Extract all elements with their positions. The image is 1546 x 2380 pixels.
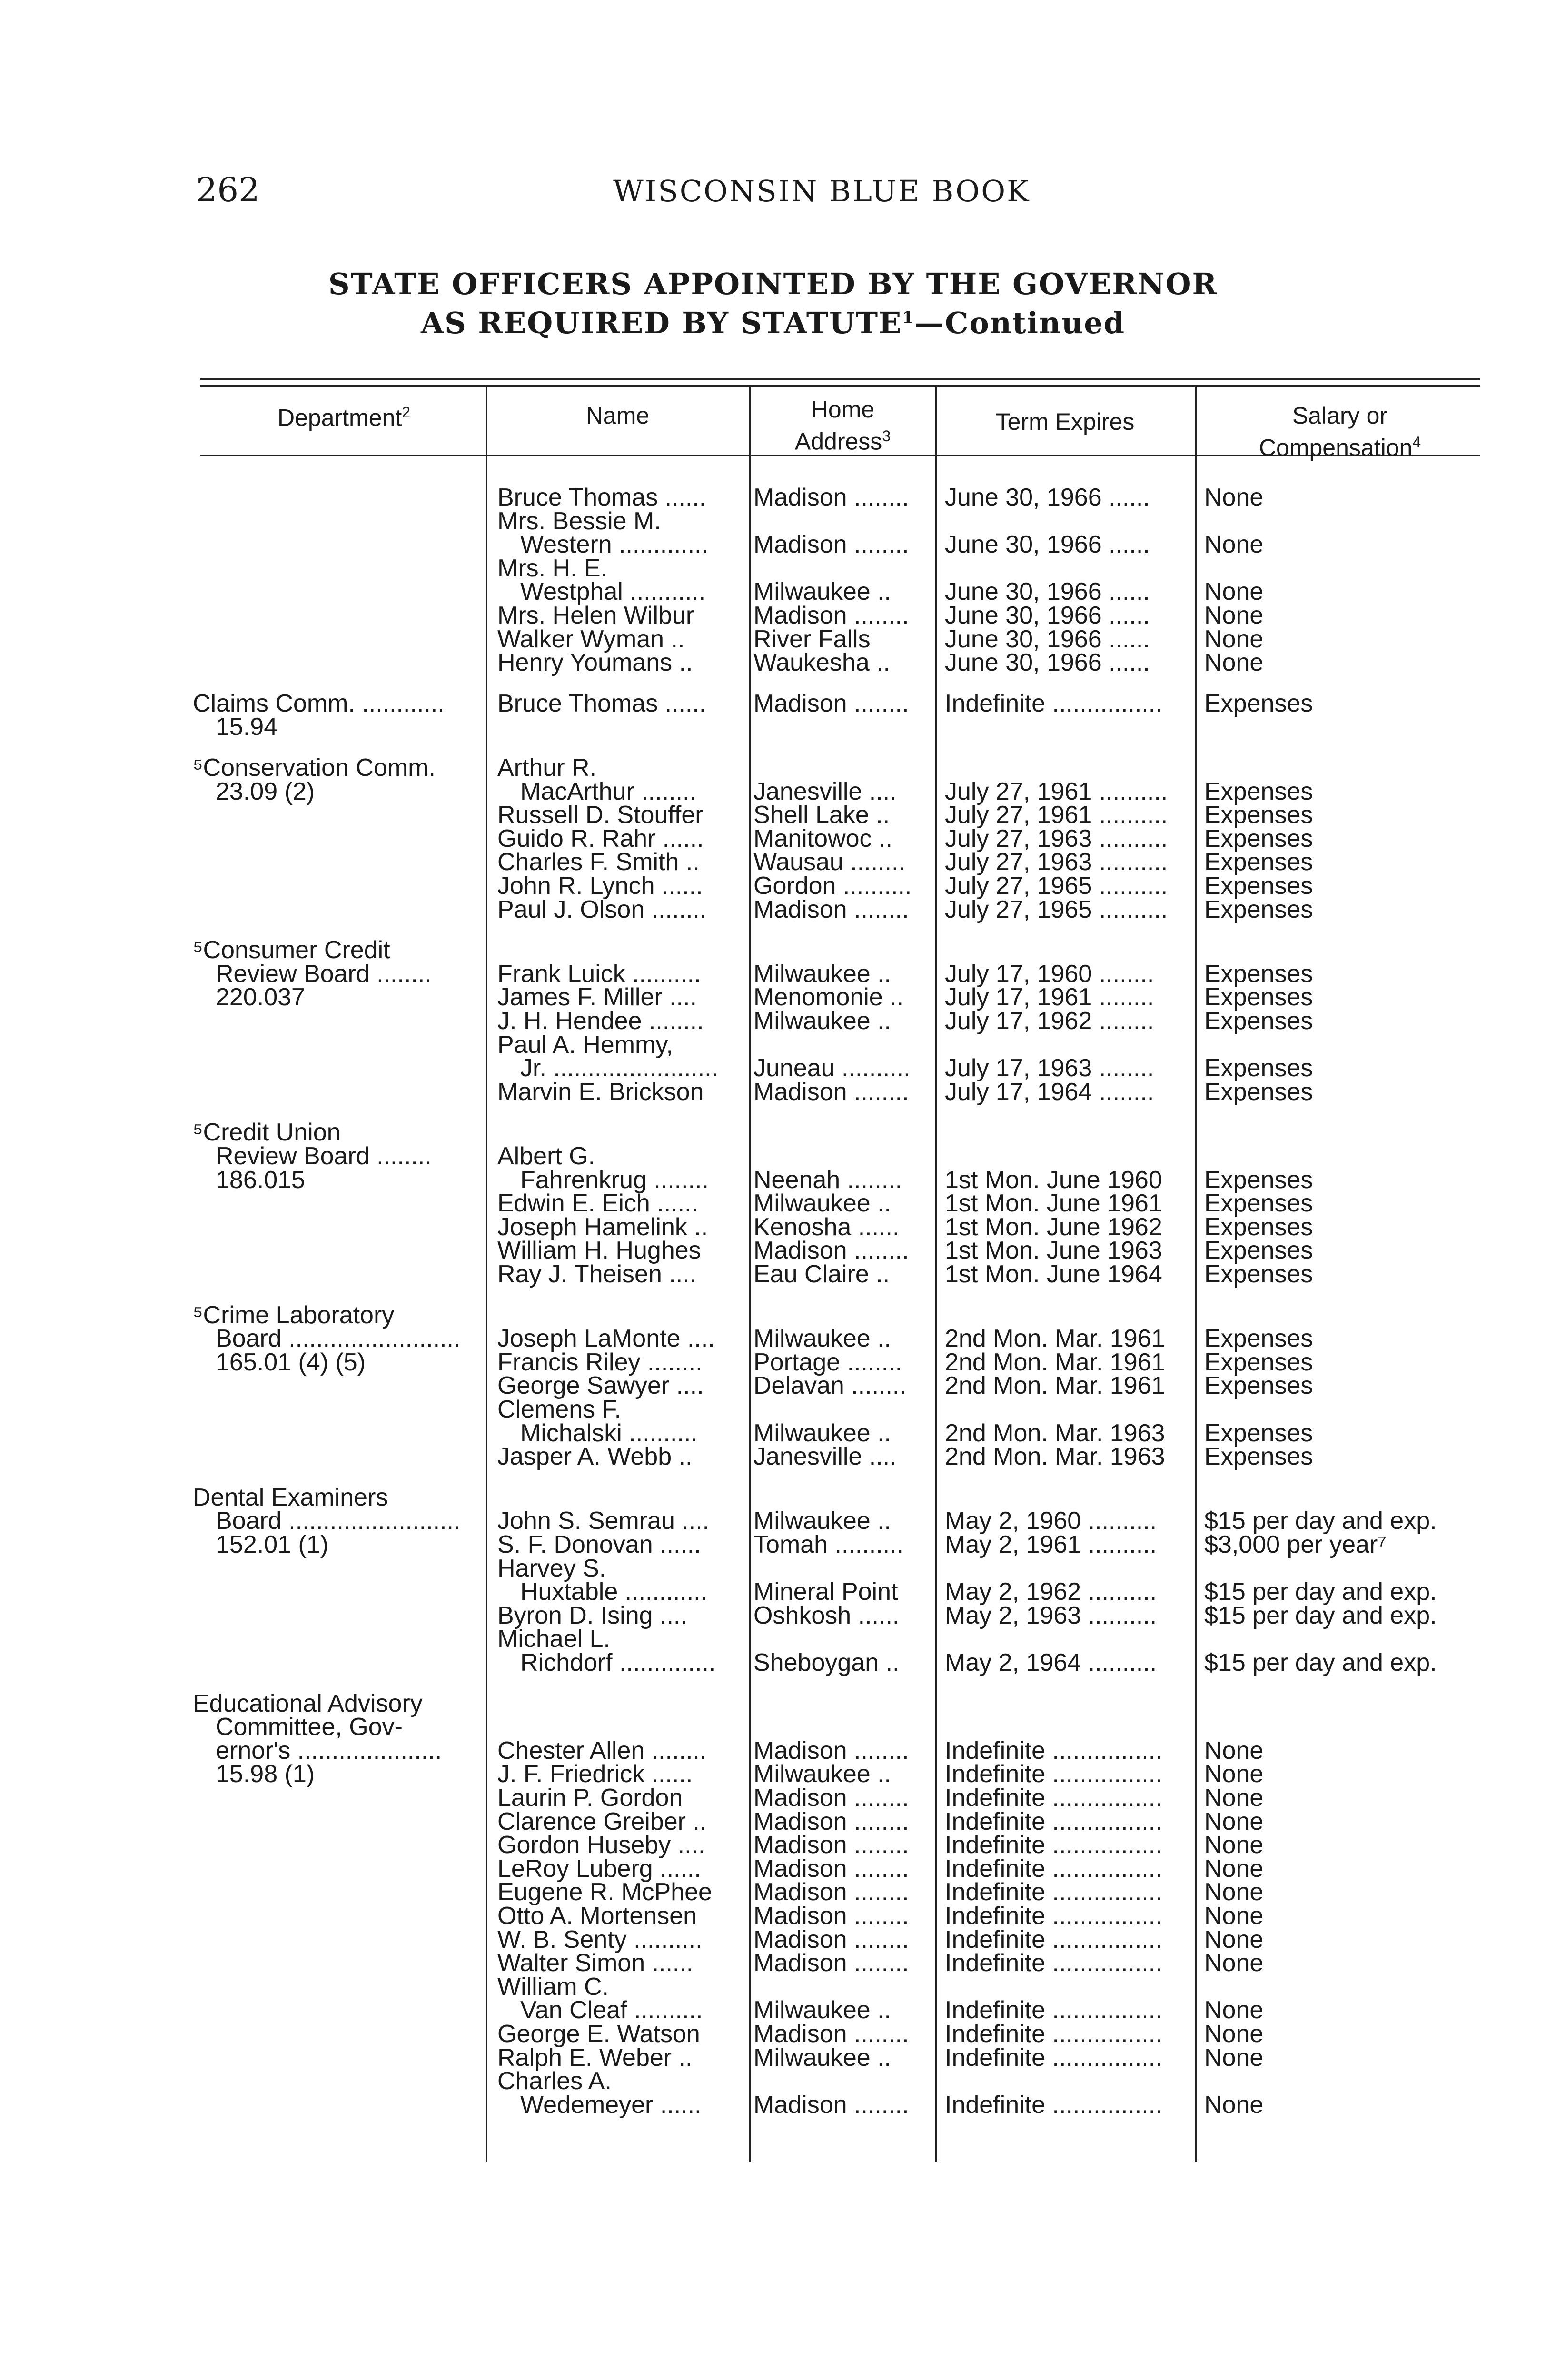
term-expires-cell: Indefinite ................ bbox=[945, 1855, 1162, 1883]
name-cell: Laurin P. Gordon bbox=[497, 1784, 683, 1812]
name-cell: Francis Riley ........ bbox=[497, 1349, 703, 1376]
name-cell: Paul A. Hemmy, bbox=[497, 1031, 673, 1059]
term-expires-cell: Indefinite ................ bbox=[945, 690, 1162, 717]
name-cell: Van Cleaf .......... bbox=[520, 1996, 703, 2024]
address-cell: Delavan ........ bbox=[753, 1372, 906, 1399]
department-cell: 186.015 bbox=[216, 1166, 305, 1194]
name-cell: Clarence Greiber .. bbox=[497, 1808, 707, 1835]
name-cell: Clemens F. bbox=[497, 1396, 622, 1423]
name-cell: Chester Allen ........ bbox=[497, 1737, 707, 1765]
department-cell: 165.01 (4) (5) bbox=[216, 1349, 366, 1376]
salary-cell: Expenses bbox=[1204, 848, 1313, 876]
term-expires-cell: July 27, 1961 .......... bbox=[945, 801, 1168, 829]
salary-cell: Expenses bbox=[1204, 1078, 1313, 1106]
name-cell: Michael L. bbox=[497, 1625, 610, 1653]
column-header-department: Department$^2$ bbox=[277, 404, 411, 431]
name-cell: Walker Wyman .. bbox=[497, 625, 685, 653]
name-cell: Arthur R. bbox=[497, 754, 597, 782]
table-top-rule bbox=[200, 378, 1480, 380]
salary-cell: Expenses bbox=[1204, 1260, 1313, 1288]
address-cell: Milwaukee .. bbox=[753, 1419, 891, 1447]
name-cell: Gordon Huseby .... bbox=[497, 1831, 705, 1859]
name-cell: Harvey S. bbox=[497, 1555, 606, 1582]
column-header-name: Name bbox=[585, 402, 650, 429]
address-cell: Madison ........ bbox=[753, 896, 909, 923]
salary-cell: None bbox=[1204, 578, 1264, 605]
department-cell: Board ......................... bbox=[216, 1507, 461, 1535]
salary-cell: Expenses bbox=[1204, 896, 1313, 923]
department-cell: ⁵Crime Laboratory bbox=[193, 1301, 395, 1329]
name-cell: Jr. ........................ bbox=[520, 1054, 719, 1082]
column-rule-2 bbox=[749, 387, 751, 2162]
name-cell: Michalski .......... bbox=[520, 1419, 698, 1447]
name-cell: Ray J. Theisen .... bbox=[497, 1260, 697, 1288]
name-cell: Mrs. Helen Wilbur bbox=[497, 602, 694, 629]
term-expires-cell: July 17, 1960 ........ bbox=[945, 960, 1154, 988]
salary-cell: None bbox=[1204, 1737, 1264, 1765]
salary-cell: None bbox=[1204, 2091, 1264, 2119]
department-cell: Review Board ........ bbox=[216, 960, 432, 988]
name-cell: Fahrenkrug ........ bbox=[520, 1166, 709, 1194]
name-cell: Westphal ........... bbox=[520, 578, 706, 605]
salary-cell: Expenses bbox=[1204, 1054, 1313, 1082]
term-expires-cell: 1st Mon. June 1962 bbox=[945, 1213, 1162, 1241]
term-expires-cell: May 2, 1963 .......... bbox=[945, 1602, 1157, 1629]
term-expires-cell: July 27, 1965 .......... bbox=[945, 872, 1168, 900]
address-cell: Juneau .......... bbox=[753, 1054, 911, 1082]
term-expires-cell: Indefinite ................ bbox=[945, 2044, 1162, 2072]
term-expires-cell: June 30, 1966 ...... bbox=[945, 578, 1150, 605]
page-title: STATE OFFICERS APPOINTED BY THE GOVERNOR bbox=[328, 267, 1218, 301]
term-expires-cell: 2nd Mon. Mar. 1963 bbox=[945, 1443, 1165, 1470]
term-expires-cell: Indefinite ................ bbox=[945, 1737, 1162, 1765]
salary-cell: Expenses bbox=[1204, 960, 1313, 988]
term-expires-cell: Indefinite ................ bbox=[945, 1996, 1162, 2024]
salary-cell: Expenses bbox=[1204, 1166, 1313, 1194]
page-number: 262 bbox=[196, 170, 260, 209]
address-cell: Madison ........ bbox=[753, 531, 909, 558]
salary-cell: None bbox=[1204, 2020, 1264, 2048]
name-cell: Frank Luick .......... bbox=[497, 960, 701, 988]
name-cell: Western ............. bbox=[520, 531, 708, 558]
term-expires-cell: June 30, 1966 ...... bbox=[945, 625, 1150, 653]
name-cell: MacArthur ........ bbox=[520, 778, 696, 805]
address-cell: Milwaukee .. bbox=[753, 1007, 891, 1035]
department-cell: ⁵Consumer Credit bbox=[193, 936, 390, 964]
term-expires-cell: June 30, 1966 ...... bbox=[945, 602, 1150, 629]
name-cell: Henry Youmans .. bbox=[497, 649, 693, 676]
column-header-home-address: Home Address$^3$ bbox=[794, 396, 891, 455]
salary-cell: $15 per day and exp. bbox=[1204, 1602, 1437, 1629]
department-cell: 23.09 (2) bbox=[216, 778, 315, 805]
name-cell: Bruce Thomas ...... bbox=[497, 690, 706, 717]
department-cell: 152.01 (1) bbox=[216, 1531, 329, 1558]
name-cell: Guido R. Rahr ...... bbox=[497, 825, 704, 853]
name-cell: Mrs. H. E. bbox=[497, 555, 608, 582]
term-expires-cell: Indefinite ................ bbox=[945, 1831, 1162, 1859]
salary-cell: Expenses bbox=[1204, 872, 1313, 900]
name-cell: Otto A. Mortensen bbox=[497, 1902, 697, 1930]
column-header-term-expires: Term Expires bbox=[995, 408, 1135, 435]
name-cell: Joseph LaMonte .... bbox=[497, 1325, 715, 1352]
department-cell: ⁵Conservation Comm. bbox=[193, 754, 436, 782]
address-cell: Madison ........ bbox=[753, 2020, 909, 2048]
term-expires-cell: 1st Mon. June 1960 bbox=[945, 1166, 1162, 1194]
name-cell: John R. Lynch ...... bbox=[497, 872, 703, 900]
salary-cell: None bbox=[1204, 1878, 1264, 1906]
salary-cell: Expenses bbox=[1204, 690, 1313, 717]
address-cell: Milwaukee .. bbox=[753, 2044, 891, 2072]
salary-cell: Expenses bbox=[1204, 1419, 1313, 1447]
term-expires-cell: 1st Mon. June 1964 bbox=[945, 1260, 1162, 1288]
address-cell: Madison ........ bbox=[753, 690, 909, 717]
address-cell: Mineral Point bbox=[753, 1578, 898, 1606]
name-cell: Bruce Thomas ...... bbox=[497, 484, 706, 511]
salary-cell: None bbox=[1204, 531, 1264, 558]
address-cell: Milwaukee .. bbox=[753, 960, 891, 988]
address-cell: Tomah .......... bbox=[753, 1531, 903, 1558]
salary-cell: None bbox=[1204, 1784, 1264, 1812]
salary-cell: None bbox=[1204, 1808, 1264, 1835]
address-cell: River Falls bbox=[753, 625, 871, 653]
address-cell: Milwaukee .. bbox=[753, 1507, 891, 1535]
address-cell: Manitowoc .. bbox=[753, 825, 892, 853]
address-cell: Madison ........ bbox=[753, 1926, 909, 1954]
term-expires-cell: July 27, 1961 .......... bbox=[945, 778, 1168, 805]
salary-cell: Expenses bbox=[1204, 1237, 1313, 1264]
address-cell: Madison ........ bbox=[753, 1831, 909, 1859]
salary-cell: None bbox=[1204, 2044, 1264, 2072]
term-expires-cell: 2nd Mon. Mar. 1961 bbox=[945, 1325, 1165, 1352]
department-cell: Dental Examiners bbox=[193, 1484, 388, 1511]
salary-cell: $15 per day and exp. bbox=[1204, 1507, 1437, 1535]
department-cell: ⁵Credit Union bbox=[193, 1119, 341, 1146]
salary-cell: Expenses bbox=[1204, 778, 1313, 805]
salary-cell: None bbox=[1204, 649, 1264, 676]
address-cell: Madison ........ bbox=[753, 1949, 909, 1977]
salary-cell: None bbox=[1204, 602, 1264, 629]
name-cell: Marvin E. Brickson bbox=[497, 1078, 704, 1106]
address-cell: Sheboygan .. bbox=[753, 1649, 900, 1676]
term-expires-cell: June 30, 1966 ...... bbox=[945, 531, 1150, 558]
salary-cell: Expenses bbox=[1204, 825, 1313, 853]
address-cell: Oshkosh ...... bbox=[753, 1602, 900, 1629]
address-cell: Janesville .... bbox=[753, 1443, 897, 1470]
salary-cell: None bbox=[1204, 1996, 1264, 2024]
name-cell: Eugene R. McPhee bbox=[497, 1878, 712, 1906]
salary-cell: None bbox=[1204, 625, 1264, 653]
salary-cell: None bbox=[1204, 1926, 1264, 1954]
name-cell: Mrs. Bessie M. bbox=[497, 507, 661, 535]
address-cell: Madison ........ bbox=[753, 1808, 909, 1835]
salary-cell: Expenses bbox=[1204, 1443, 1313, 1470]
address-cell: Madison ........ bbox=[753, 1078, 909, 1106]
salary-cell: None bbox=[1204, 484, 1264, 511]
department-cell: Claims Comm. ............ bbox=[193, 690, 445, 717]
salary-cell: Expenses bbox=[1204, 1190, 1313, 1217]
address-cell: Madison ........ bbox=[753, 1237, 909, 1264]
term-expires-cell: 2nd Mon. Mar. 1963 bbox=[945, 1419, 1165, 1447]
term-expires-cell: Indefinite ................ bbox=[945, 1949, 1162, 1977]
name-cell: George Sawyer .... bbox=[497, 1372, 704, 1399]
address-cell: Milwaukee .. bbox=[753, 1325, 891, 1352]
salary-cell: Expenses bbox=[1204, 1007, 1313, 1035]
name-cell: Walter Simon ...... bbox=[497, 1949, 694, 1977]
term-expires-cell: July 27, 1965 .......... bbox=[945, 896, 1168, 923]
name-cell: William H. Hughes bbox=[497, 1237, 701, 1264]
name-cell: Charles A. bbox=[497, 2067, 612, 2095]
salary-cell: None bbox=[1204, 1902, 1264, 1930]
address-cell: Madison ........ bbox=[753, 1902, 909, 1930]
name-cell: Joseph Hamelink .. bbox=[497, 1213, 708, 1241]
term-expires-cell: Indefinite ................ bbox=[945, 1784, 1162, 1812]
name-cell: Byron D. Ising .... bbox=[497, 1602, 687, 1629]
address-cell: Madison ........ bbox=[753, 484, 909, 511]
department-cell: Educational Advisory bbox=[193, 1690, 423, 1717]
salary-cell: Expenses bbox=[1204, 1349, 1313, 1376]
salary-cell: $15 per day and exp. bbox=[1204, 1649, 1437, 1676]
name-cell: Jasper A. Webb .. bbox=[497, 1443, 693, 1470]
term-expires-cell: 2nd Mon. Mar. 1961 bbox=[945, 1372, 1165, 1399]
term-expires-cell: Indefinite ................ bbox=[945, 1926, 1162, 1954]
address-cell: Kenosha ...... bbox=[753, 1213, 900, 1241]
term-expires-cell: July 17, 1961 ........ bbox=[945, 983, 1154, 1011]
address-cell: Milwaukee .. bbox=[753, 1996, 891, 2024]
department-cell: ernor's ..................... bbox=[216, 1737, 442, 1765]
name-cell: S. F. Donovan ...... bbox=[497, 1531, 701, 1558]
salary-cell: $3,000 per year⁷ bbox=[1204, 1531, 1387, 1558]
department-cell: 15.98 (1) bbox=[216, 1760, 315, 1788]
column-header-salary: Salary or Compensation$^4$ bbox=[1259, 402, 1421, 461]
salary-cell: None bbox=[1204, 1949, 1264, 1977]
salary-cell: None bbox=[1204, 1831, 1264, 1859]
name-cell: James F. Miller .... bbox=[497, 983, 697, 1011]
name-cell: Wedemeyer ...... bbox=[520, 2091, 702, 2119]
name-cell: J. F. Friedrick ...... bbox=[497, 1760, 693, 1788]
term-expires-cell: Indefinite ................ bbox=[945, 2020, 1162, 2048]
name-cell: Charles F. Smith .. bbox=[497, 848, 700, 876]
term-expires-cell: Indefinite ................ bbox=[945, 1808, 1162, 1835]
address-cell: Madison ........ bbox=[753, 602, 909, 629]
name-cell: Albert G. bbox=[497, 1142, 595, 1170]
term-expires-cell: July 17, 1963 ........ bbox=[945, 1054, 1154, 1082]
term-expires-cell: May 2, 1962 .......... bbox=[945, 1578, 1157, 1606]
name-cell: LeRoy Luberg ...... bbox=[497, 1855, 701, 1883]
address-cell: Milwaukee .. bbox=[753, 1190, 891, 1217]
address-cell: Neenah ........ bbox=[753, 1166, 902, 1194]
term-expires-cell: July 27, 1963 .......... bbox=[945, 848, 1168, 876]
name-cell: Ralph E. Weber .. bbox=[497, 2044, 693, 2072]
address-cell: Portage ........ bbox=[753, 1349, 902, 1376]
salary-cell: Expenses bbox=[1204, 1213, 1313, 1241]
term-expires-cell: Indefinite ................ bbox=[945, 1902, 1162, 1930]
name-cell: Russell D. Stouffer bbox=[497, 801, 704, 829]
column-rule-3 bbox=[935, 387, 937, 2162]
term-expires-cell: Indefinite ................ bbox=[945, 1760, 1162, 1788]
name-cell: J. H. Hendee ........ bbox=[497, 1007, 704, 1035]
term-expires-cell: May 2, 1964 .......... bbox=[945, 1649, 1157, 1676]
term-expires-cell: July 17, 1962 ........ bbox=[945, 1007, 1154, 1035]
salary-cell: Expenses bbox=[1204, 1325, 1313, 1352]
address-cell: Milwaukee .. bbox=[753, 578, 891, 605]
address-cell: Waukesha .. bbox=[753, 649, 891, 676]
term-expires-cell: July 17, 1964 ........ bbox=[945, 1078, 1154, 1106]
term-expires-cell: Indefinite ................ bbox=[945, 1878, 1162, 1906]
address-cell: Madison ........ bbox=[753, 1855, 909, 1883]
name-cell: W. B. Senty .......... bbox=[497, 1926, 703, 1954]
department-cell: Review Board ........ bbox=[216, 1142, 432, 1170]
salary-cell: Expenses bbox=[1204, 983, 1313, 1011]
salary-cell: $15 per day and exp. bbox=[1204, 1578, 1437, 1606]
name-cell: Edwin E. Eich ...... bbox=[497, 1190, 698, 1217]
name-cell: George E. Watson bbox=[497, 2020, 700, 2048]
department-cell: 220.037 bbox=[216, 983, 305, 1011]
name-cell: William C. bbox=[497, 1973, 609, 2001]
address-cell: Shell Lake .. bbox=[753, 801, 890, 829]
salary-cell: Expenses bbox=[1204, 801, 1313, 829]
salary-cell: Expenses bbox=[1204, 1372, 1313, 1399]
running-head: WISCONSIN BLUE BOOK bbox=[613, 174, 1031, 208]
term-expires-cell: 2nd Mon. Mar. 1961 bbox=[945, 1349, 1165, 1376]
name-cell: Richdorf .............. bbox=[520, 1649, 716, 1676]
department-cell: Board ......................... bbox=[216, 1325, 461, 1352]
address-cell: Gordon .......... bbox=[753, 872, 912, 900]
term-expires-cell: 1st Mon. June 1961 bbox=[945, 1190, 1162, 1217]
table-top-rule-2 bbox=[200, 385, 1480, 387]
term-expires-cell: June 30, 1966 ...... bbox=[945, 649, 1150, 676]
department-cell: 15.94 bbox=[216, 713, 278, 741]
column-rule-4 bbox=[1195, 387, 1197, 2162]
salary-cell: None bbox=[1204, 1855, 1264, 1883]
term-expires-cell: 1st Mon. June 1963 bbox=[945, 1237, 1162, 1264]
name-cell: Huxtable ............ bbox=[520, 1578, 708, 1606]
address-cell: Janesville .... bbox=[753, 778, 897, 805]
term-expires-cell: May 2, 1961 .......... bbox=[945, 1531, 1157, 1558]
address-cell: Madison ........ bbox=[753, 1878, 909, 1906]
address-cell: Madison ........ bbox=[753, 2091, 909, 2119]
salary-cell: None bbox=[1204, 1760, 1264, 1788]
address-cell: Milwaukee .. bbox=[753, 1760, 891, 1788]
address-cell: Madison ........ bbox=[753, 1737, 909, 1765]
page-subtitle: AS REQUIRED BY STATUTE$^1$—Continued bbox=[420, 306, 1126, 340]
term-expires-cell: May 2, 1960 .......... bbox=[945, 1507, 1157, 1535]
address-cell: Wausau ........ bbox=[753, 848, 905, 876]
address-cell: Eau Claire .. bbox=[753, 1260, 890, 1288]
term-expires-cell: June 30, 1966 ...... bbox=[945, 484, 1150, 511]
name-cell: Paul J. Olson ........ bbox=[497, 896, 707, 923]
column-rule-1 bbox=[486, 387, 487, 2162]
address-cell: Madison ........ bbox=[753, 1784, 909, 1812]
term-expires-cell: Indefinite ................ bbox=[945, 2091, 1162, 2119]
department-cell: Committee, Gov- bbox=[216, 1713, 403, 1741]
term-expires-cell: July 27, 1963 .......... bbox=[945, 825, 1168, 853]
name-cell: John S. Semrau .... bbox=[497, 1507, 710, 1535]
address-cell: Menomonie .. bbox=[753, 983, 904, 1011]
